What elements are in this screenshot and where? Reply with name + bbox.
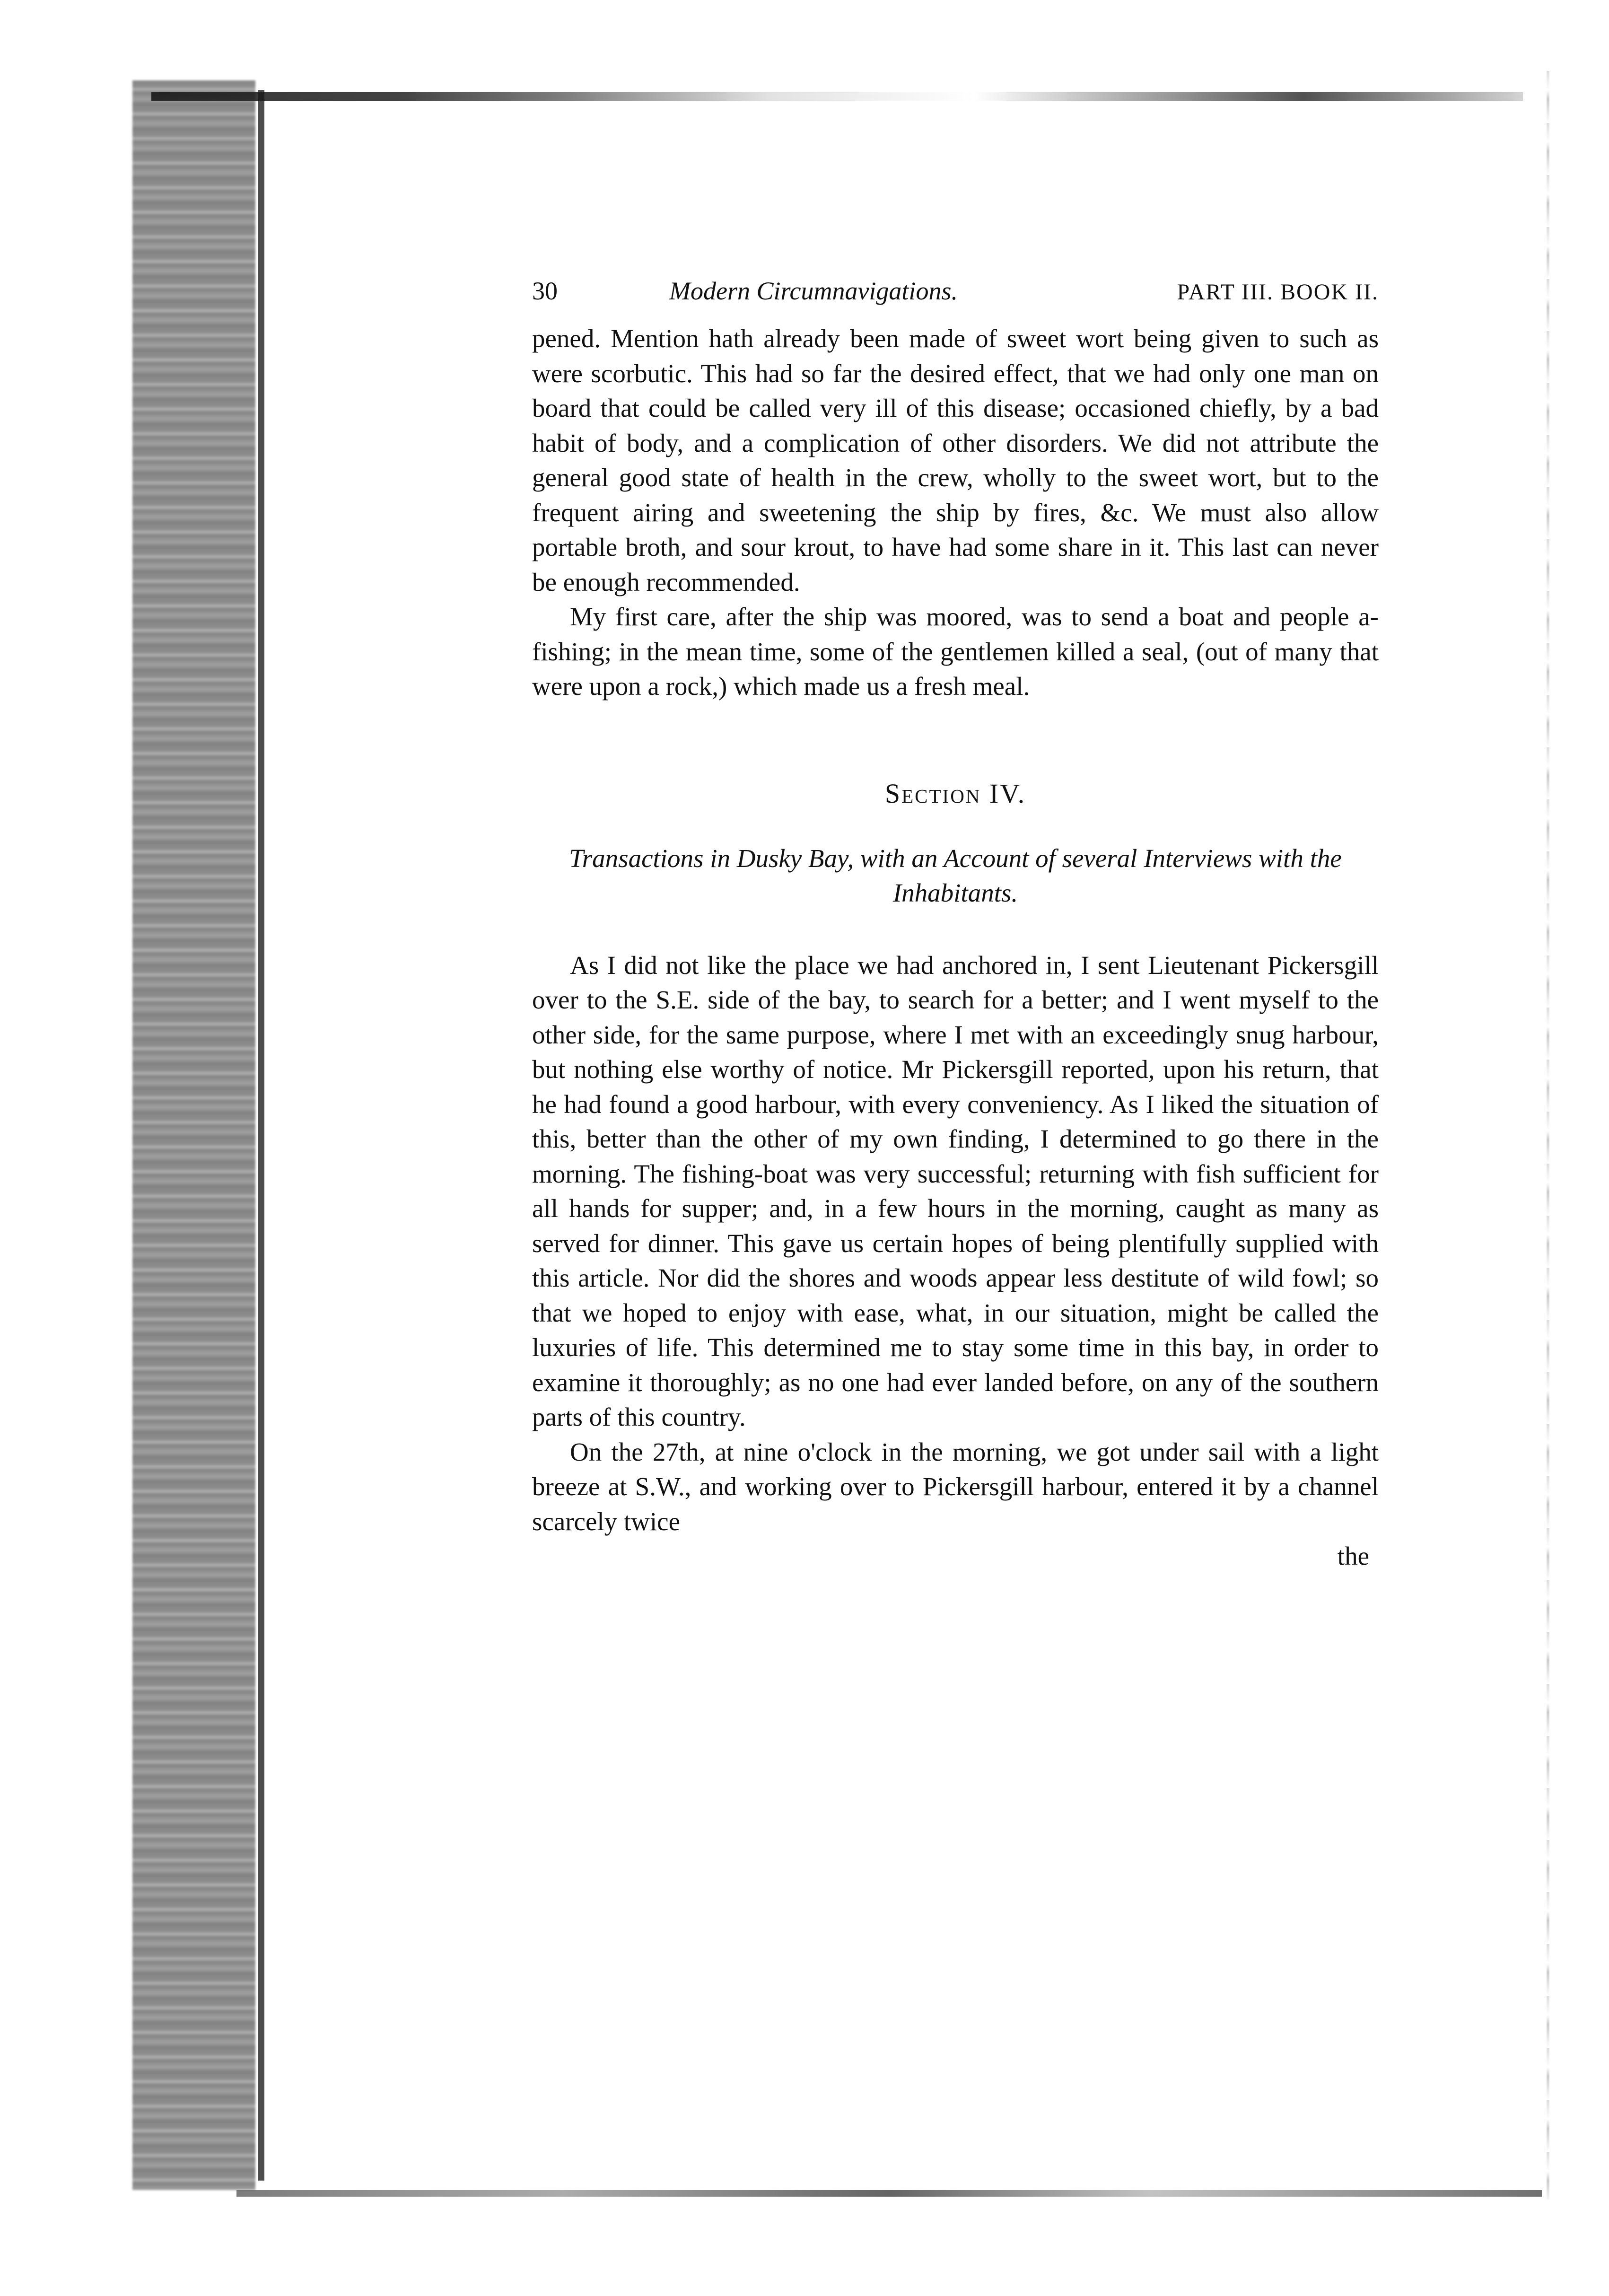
paragraph: As I did not like the place we had anchored in, I sent Lieutenant Pickersgill over to the S.E. side of the bay, to search for a better; and I went myself to the other side, for the same purpose, where I met with an exceedingly snug harbour, but nothing else worthy of notice. Mr Pickersgill reported, upon his return, that he had found a good harbour, with every conveniency. As I liked the situation of this, better than the other of my own finding, I determined to go there in the morning. The fishing-boat was very successful; returning with fish sufficient for all hands for supper; and, in a few hours in the morning, caught as many as served for dinner. This gave us certain hopes of being plentifully supplied with this article. Nor did the shores and woods appear less destitute of wild fowl; so that we hoped to enjoy with ease, what, in our situation, might be called the luxuries of life. This determined me to stay some time in this bay, in order to examine it thoroughly; as no one had ever landed before, on any of the southern parts of this country. [532, 950, 1379, 1431]
scan-bottom-edge [236, 2190, 1542, 2197]
running-head [532, 274, 1379, 309]
scan-gutter-edge [258, 90, 264, 2181]
running-title: Modern Circumnavigations. [669, 277, 958, 305]
section-heading: Section IV. [884, 778, 1026, 809]
scan-right-edge [1547, 71, 1549, 2200]
page-number: 30 [532, 277, 558, 305]
catchword: the [1337, 1542, 1369, 1570]
scan-gutter-shadow [132, 80, 255, 2190]
section-subtitle: Transactions in Dusky Bay, with an Account of several Interviews with the Inhabitants. [569, 843, 1342, 907]
paragraph: pened. Mention hath already been made of sweet wort being given to such as were scorbutic. This had so far the desired effect, that we had only one man on board that could be called very ill of this disease; occasioned chiefly, by a bad habit of body, and a complication of other disorders. We did not attribute the general good state of health in the crew, wholly to the sweet wort, but to the frequent airing and sweetening the ship by fires, &c. We must also allow portable broth, and sour krout, to have had some share in it. This last can never be enough recommended. [532, 324, 1379, 596]
paragraph: My first care, after the ship was moored, was to send a boat and people a-fishing; in the mean time, some of the gentlemen killed a seal, (out of many that were upon a rock,) which made us a fresh meal. [532, 602, 1379, 701]
scan-top-edge [151, 92, 1523, 101]
page-text-block [532, 274, 1379, 1573]
part-label: PART III. BOOK II. [1177, 280, 1379, 305]
paragraph: On the 27th, at nine o'clock in the morning, we got under sail with a light breeze at S.W., and working over to Pickersgill harbour, entered it by a channel scarcely twice [532, 1437, 1379, 1536]
